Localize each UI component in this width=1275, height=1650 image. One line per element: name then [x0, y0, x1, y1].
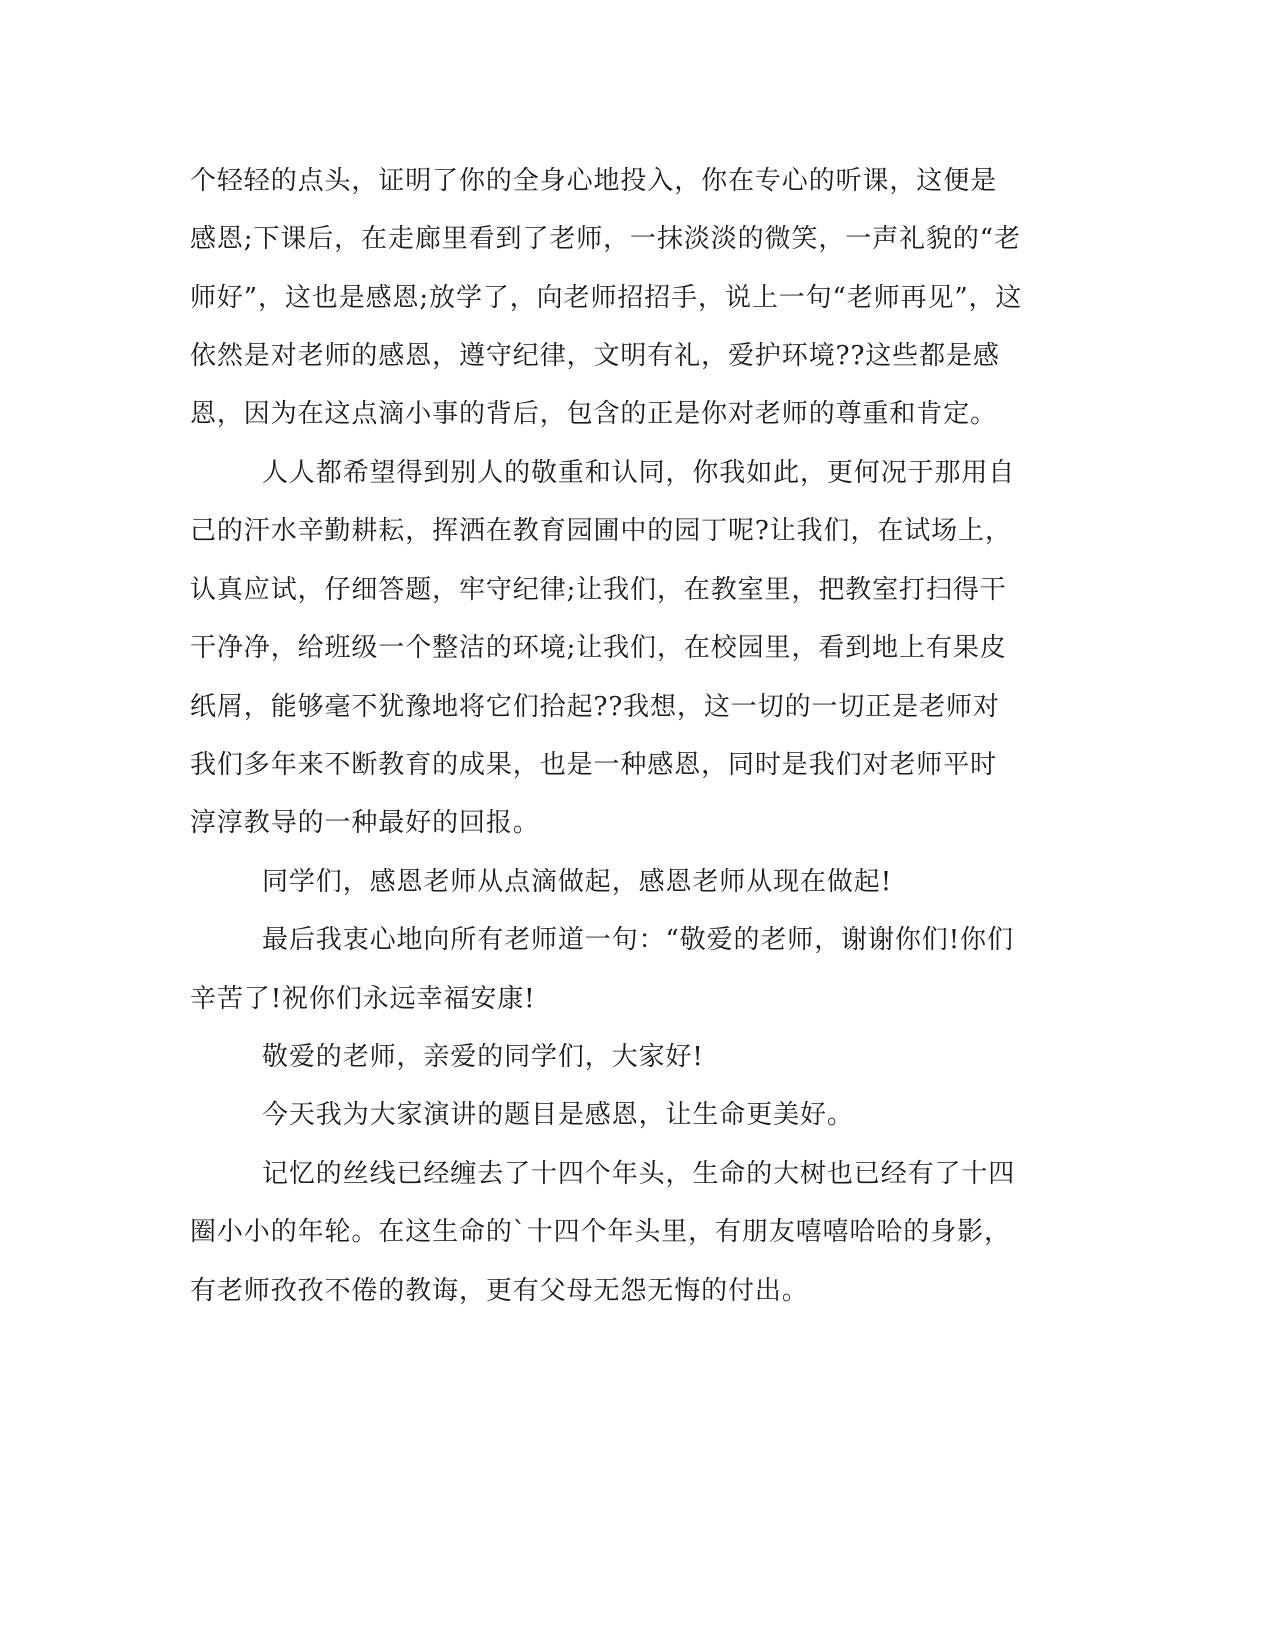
text-line-8: 认真应试，仔细答题，牢守纪律;让我们，在教室里，把教室打扫得干 [190, 575, 1007, 605]
text-line-13: 同学们，感恩老师从点滴做起，感恩老师从现在做起! [262, 867, 893, 897]
text-line-19: 圈小小的年轮。在这生命的`十四个年头里，有朋友嘻嘻哈哈的身影， [190, 1217, 1011, 1247]
text-line-10: 纸屑，能够毫不犹豫地将它们拾起??我想，这一切的一切正是老师对 [190, 692, 1000, 722]
text-line-9: 干净净，给班级一个整洁的环境;让我们，在校园里，看到地上有果皮 [190, 633, 1007, 663]
text-line-1: 个轻轻的点头，证明了你的全身心地投入，你在专心的听课，这便是 [190, 166, 998, 196]
text-line-2: 感恩;下课后，在走廊里看到了老师，一抹淡淡的微笑，一声礼貌的“老 [190, 224, 1021, 254]
text-line-17: 今天我为大家演讲的题目是感恩，让生命更美好。 [262, 1100, 854, 1130]
text-line-4: 依然是对老师的感恩，遵守纪律，文明有礼，爱护环境??这些都是感 [190, 341, 1000, 371]
text-line-14: 最后我衷心地向所有老师道一句：“敬爱的老师，谢谢你们!你们 [262, 925, 1014, 955]
text-line-20: 有老师孜孜不倦的教诲，更有父母无怨无悔的付出。 [190, 1276, 809, 1306]
text-line-16: 敬爱的老师，亲爱的同学们，大家好! [262, 1042, 704, 1072]
text-line-11: 我们多年来不断教育的成果，也是一种感恩，同时是我们对老师平时 [190, 750, 998, 780]
text-line-12: 淳淳教导的一种最好的回报。 [190, 808, 540, 838]
text-line-7: 己的汗水辛勤耕耘，挥洒在教育园圃中的园丁呢?让我们，在试场上， [190, 516, 1012, 546]
text-line-18: 记忆的丝线已经缠去了十四个年头，生命的大树也已经有了十四 [262, 1159, 1016, 1189]
text-line-5: 恩，因为在这点滴小事的背后，包含的正是你对老师的尊重和肯定。 [190, 399, 998, 429]
text-line-15: 辛苦了!祝你们永远幸福安康! [190, 984, 536, 1014]
text-line-6: 人人都希望得到别人的敬重和认同，你我如此，更何况于那用自 [262, 458, 1016, 488]
text-line-3: 师好”，这也是感恩;放学了，向老师招招手，说上一句“老师再见”，这 [190, 283, 1023, 313]
